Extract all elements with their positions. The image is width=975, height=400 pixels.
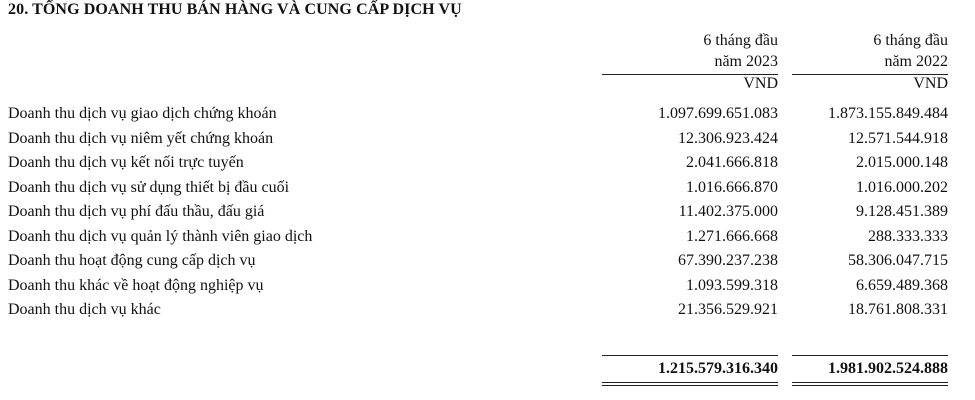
total-double-rule-2023 [602, 382, 778, 386]
unit-label-2023: VND [743, 75, 778, 92]
row-label: Doanh thu dịch vụ sử dụng thiết bị đầu cuối [8, 178, 290, 196]
total-top-rule-2022 [792, 355, 948, 356]
row-label: Doanh thu dịch vụ giao dịch chứng khoán [8, 105, 277, 122]
row-value-2023: 1.097.699.651.083 [658, 105, 778, 122]
row-label: Doanh thu dịch vụ niêm yết chứng khoán [8, 129, 274, 147]
row-label: Doanh thu dịch vụ kết nối trực tuyến [8, 154, 244, 171]
row-value-2023: 1.271.666.668 [686, 227, 778, 245]
column-header-2023-line1: 6 tháng đầu [703, 32, 778, 49]
row-value-2022: 6.659.489.368 [856, 276, 948, 294]
section-title: 20. TỔNG DOANH THU BÁN HÀNG VÀ CUNG CẤP DỊCH VỤ [8, 1, 462, 18]
row-value-2023: 2.041.666.818 [686, 154, 778, 171]
total-2023: 1.215.579.316.340 [658, 360, 778, 377]
row-label: Doanh thu dịch vụ khác [8, 301, 161, 318]
row-value-2022: 1.016.000.202 [856, 178, 948, 196]
row-value-2023: 1.016.666.870 [686, 178, 778, 196]
row-label: Doanh thu dịch vụ phí đấu thầu, đấu giá [8, 203, 265, 220]
row-value-2022: 288.333.333 [868, 227, 948, 245]
row-value-2022: 12.571.544.918 [848, 129, 948, 147]
table-row [0, 203, 975, 228]
table-row [0, 301, 975, 326]
column-header-2023 [703, 30, 778, 72]
column-header-2023-line2: năm 2023 [714, 53, 778, 70]
column-header-2022-line1: 6 tháng đầu [873, 32, 948, 49]
table-row [0, 179, 975, 204]
table-row [0, 228, 975, 253]
row-value-2023: 1.093.599.318 [686, 276, 778, 294]
table-row [0, 105, 975, 130]
table-row [0, 252, 975, 277]
row-value-2022: 2.015.000.148 [856, 154, 948, 171]
row-value-2023: 67.390.237.238 [678, 252, 778, 269]
total-double-rule-2022 [792, 382, 948, 386]
unit-label-2022: VND [913, 75, 948, 92]
table-row [0, 277, 975, 302]
row-value-2022: 18.761.808.331 [848, 301, 948, 318]
row-value-2022: 9.128.451.389 [856, 203, 948, 220]
total-2022: 1.981.902.524.888 [828, 360, 948, 377]
table-row [0, 154, 975, 179]
row-value-2023: 21.356.529.921 [678, 301, 778, 318]
row-value-2023: 12.306.923.424 [678, 129, 778, 147]
total-top-rule-2023 [602, 355, 778, 356]
row-label: Doanh thu dịch vụ quản lý thành viên giao dịch [8, 227, 313, 245]
revenue-table [0, 105, 975, 326]
row-value-2022: 58.306.047.715 [848, 252, 948, 269]
row-label: Doanh thu hoạt động cung cấp dịch vụ [8, 252, 256, 269]
column-header-2022 [873, 30, 948, 72]
table-row [0, 130, 975, 155]
column-header-2022-line2: năm 2022 [884, 53, 948, 70]
row-label: Doanh thu khác về hoạt động nghiệp vụ [8, 276, 264, 294]
row-value-2023: 11.402.375.000 [678, 203, 778, 220]
row-value-2022: 1.873.155.849.484 [828, 105, 948, 122]
